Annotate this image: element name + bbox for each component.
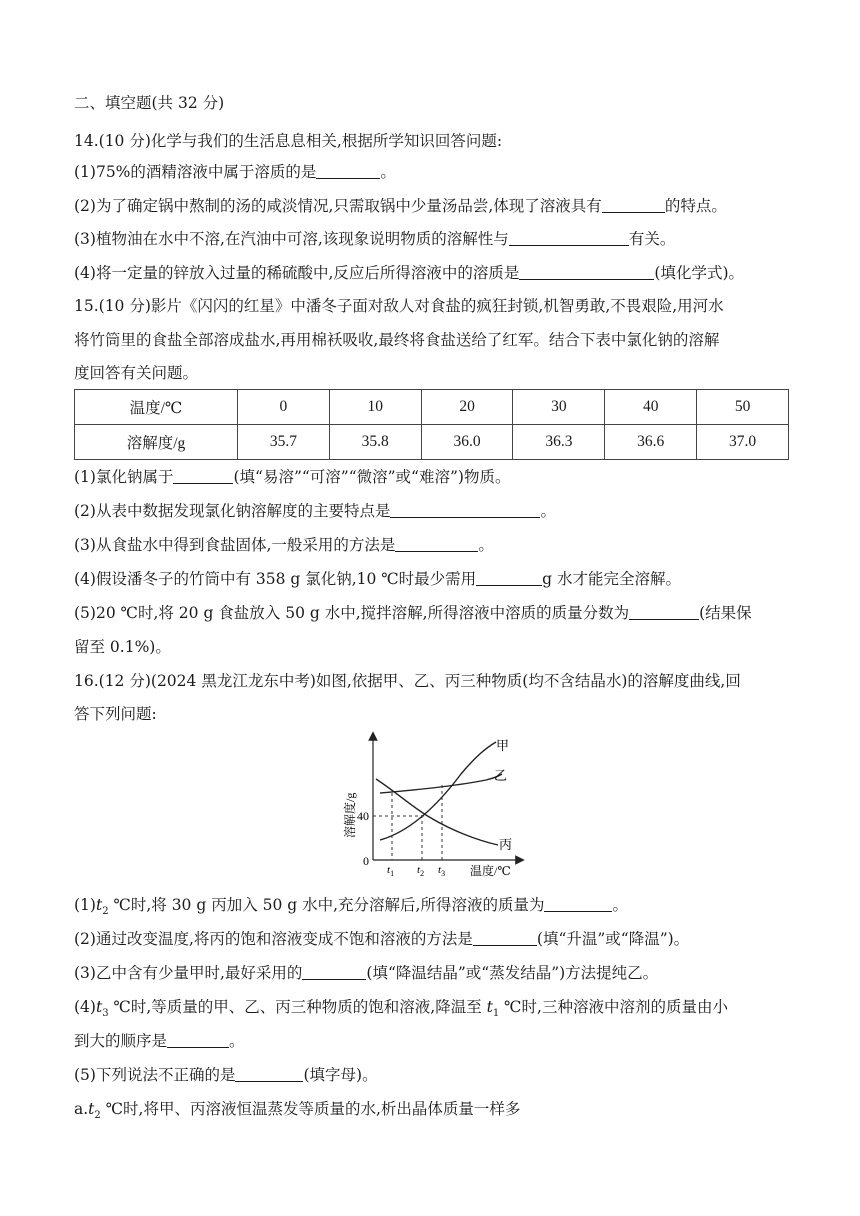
table-cell: 36.6	[605, 425, 697, 460]
answer-blank[interactable]	[602, 198, 665, 213]
q14-part3: (3)植物油在水中不溶,在汽油中可溶,该现象说明物质的溶解性与 有关。	[74, 230, 676, 248]
table-row	[75, 390, 789, 425]
q14-part4: (4)将一定量的锌放入过量的稀硫酸中,反应后所得溶液中的溶质是 (填化学式)。	[74, 264, 744, 282]
table-cell: 36.0	[421, 425, 513, 460]
q15-part4: (4)假设潘冬子的竹筒中有 358 g 氯化钠,10 ℃时最少需用 g 水才能完全溶解。	[74, 570, 682, 588]
q15-part1: (1)氯化钠属于 (填“易溶”“可溶”“微溶”或“难溶”)物质。	[74, 468, 511, 486]
answer-blank[interactable]	[173, 469, 233, 484]
table-row	[75, 425, 789, 460]
x-axis-label: 温度/℃	[470, 864, 511, 878]
table-cell: 40	[605, 390, 697, 425]
table-header-temp: 温度/℃	[75, 390, 238, 425]
answer-blank[interactable]	[544, 897, 612, 912]
q15-stem-line2: 将竹筒里的食盐全部溶成盐水,再用棉袄吸收,最终将食盐送给了红军。结合下表中氯化钠的溶解	[74, 331, 720, 349]
table-cell: 37.0	[697, 425, 789, 460]
x-tick-label: $t_3$	[438, 864, 446, 878]
curve-label-bing: 丙	[499, 837, 513, 852]
answer-blank[interactable]	[390, 503, 540, 518]
q16-stem-line2: 答下列问题:	[74, 705, 157, 723]
y-tick-label: 40	[357, 809, 369, 823]
q15-stem-line3: 度回答有关问题。	[74, 364, 199, 382]
q16-part4: $(4)t_3$ ℃时,等质量的甲、乙、丙三种物质的饱和溶液,降温至 $t_1$ ℃时,三种溶液中溶剂的质量由小	[74, 998, 728, 1020]
curve-label-jia: 甲	[496, 738, 510, 753]
answer-blank[interactable]	[302, 965, 366, 980]
q15-part3: (3)从食盐水中得到食盐固体,一般采用的方法是 。	[74, 536, 494, 554]
x-tick-label: $t_2$	[417, 864, 425, 878]
q15-stem-line1: 15.(10 分)影片《闪闪的红星》中潘冬子面对敌人对食盐的疯狂封锁,机智勇敢,不畏艰险,用河水	[74, 297, 724, 315]
q15-part5: (5)20 ℃时,将 20 g 食盐放入 50 g 水中,搅拌溶解,所得溶液中溶质的质量分数为 (结果保	[74, 604, 752, 622]
curve-yi	[380, 774, 502, 793]
q14-stem: 14.(10 分)化学与我们的生活息息相关,根据所学知识回答问题:	[74, 132, 503, 150]
y-axis-label: 溶解度/g	[343, 792, 357, 838]
answer-blank[interactable]	[519, 265, 654, 280]
answer-blank[interactable]	[316, 164, 380, 179]
table-cell: 35.8	[329, 425, 421, 460]
origin-label: 0	[363, 854, 369, 868]
q15-part5-cont: 留至 0.1%)。	[74, 638, 171, 656]
table-cell: 50	[697, 390, 789, 425]
table-cell: 30	[513, 390, 605, 425]
table-cell: 0	[238, 390, 330, 425]
x-tick-label: $t_1$	[387, 864, 395, 878]
q16-option-a: $a.t_2$ ℃时,将甲、丙溶液恒温蒸发等质量的水,析出晶体质量一样多	[74, 1100, 521, 1122]
answer-blank[interactable]	[629, 605, 699, 620]
table-cell: 20	[421, 390, 513, 425]
solubility-table	[74, 389, 789, 460]
curve-label-yi: 乙	[494, 768, 508, 783]
answer-blank[interactable]	[235, 1067, 303, 1082]
q16-part2: (2)通过改变温度,将丙的饱和溶液变成不饱和溶液的方法是 (填“升温”或“降温”)。	[74, 930, 690, 948]
q16-part5: (5)下列说法不正确的是 (填字母)。	[74, 1066, 378, 1084]
answer-blank[interactable]	[167, 1033, 229, 1048]
q15-part2: (2)从表中数据发现氯化钠溶解度的主要特点是 。	[74, 502, 556, 520]
answer-blank[interactable]	[473, 931, 537, 946]
answer-blank[interactable]	[509, 231, 629, 246]
solubility-curve-graph	[336, 730, 526, 880]
table-cell: 35.7	[238, 425, 330, 460]
q16-part4-cont: 到大的顺序是 。	[74, 1032, 245, 1050]
answer-blank[interactable]	[476, 571, 542, 586]
q16-part3: (3)乙中含有少量甲时,最好采用的 (填“降温结晶”或“蒸发结晶”)方法提纯乙。	[74, 964, 659, 982]
q16-part1: $(1)t_2$ ℃时,将 30 g 丙加入 50 g 水中,充分溶解后,所得溶液的质量为 。	[74, 896, 628, 918]
section-title: 二、填空题(共 32 分)	[74, 94, 225, 112]
answer-blank[interactable]	[395, 537, 478, 552]
table-header-solubility: 溶解度/g	[75, 425, 238, 460]
table-cell: 10	[329, 390, 421, 425]
table-cell: 36.3	[513, 425, 605, 460]
q16-stem-line1: 16.(12 分)(2024 黑龙江龙东中考)如图,依据甲、乙、丙三种物质(均不含结晶水)的溶解度曲线,回	[74, 672, 741, 690]
q14-part1: (1)75%的酒精溶液中属于溶质的是 。	[74, 163, 396, 181]
q14-part2: (2)为了确定锅中熬制的汤的咸淡情况,只需取锅中少量汤品尝,体现了溶液具有 的特点。	[74, 197, 727, 215]
